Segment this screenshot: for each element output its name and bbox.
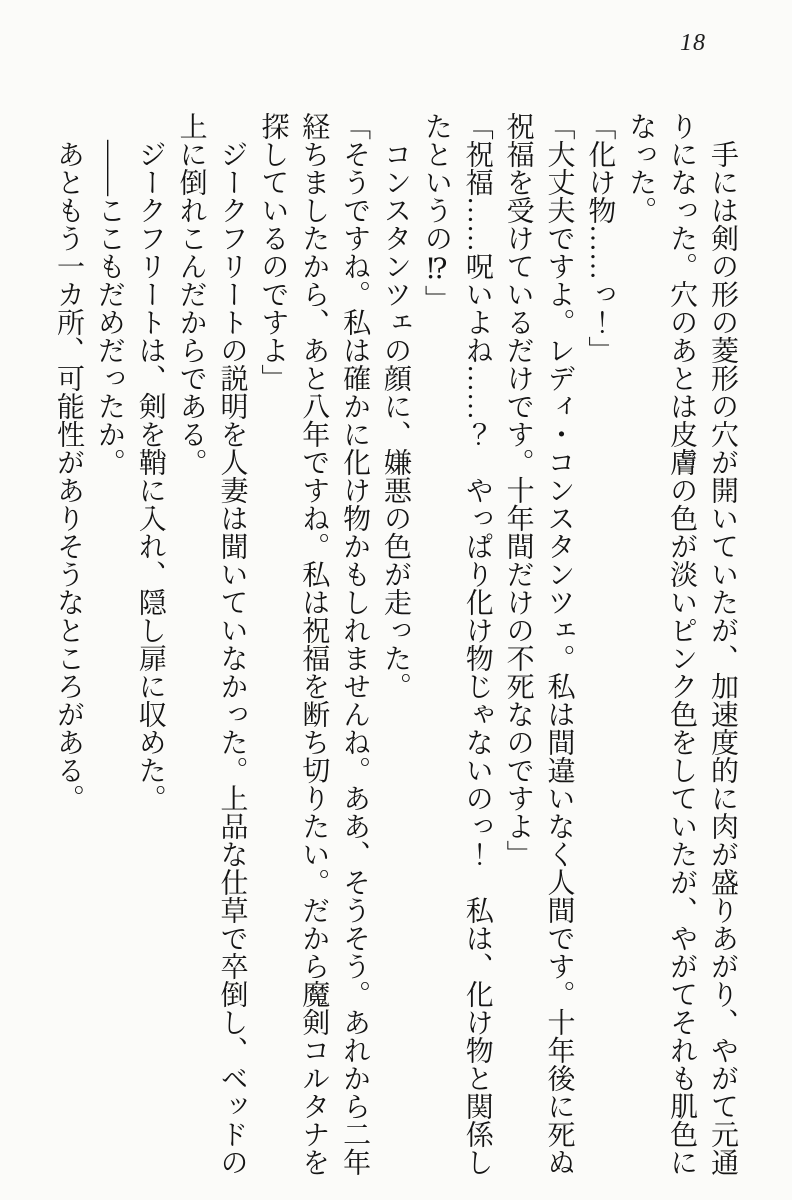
paragraph: 「化け物……っ！」 [584, 112, 616, 364]
text-body [47, 112, 742, 1176]
paragraph: ジークフリートの説明を人妻は聞いていなかった。上品な仕草で卒倒し、ベッドの上に倒れこんだからである。 [175, 112, 248, 1176]
paragraph: 手には剣の形の菱形の穴が開いていたが、加速度的に肉が盛りあがり、やがて元通りになった。穴のあとは皮膚の色が淡いピンク色をしていたが、やがてそれも肌色になった。 [625, 112, 738, 1176]
paragraph: 「祝福……呪いよね……？ やっぱり化け物じゃないのっ！ 私は、化け物と関係したというの⁉」 [420, 112, 493, 1176]
paragraph: ――ここもだめだったか。 [93, 140, 125, 476]
paragraph: 「そうですね。私は確かに化け物かもしれませんね。ああ、そうそう。あれから二年経ちましたから、あと八年ですね。私は祝福を断ち切りたい。だから魔剣コルタナを探しているのですよ」 [257, 112, 371, 1176]
paragraph: コンスタンツェの顔に、嫌悪の色が走った。 [380, 140, 411, 700]
paragraph: あともう一カ所、可能性がありそうなところがある。 [53, 140, 84, 812]
page-number: 18 [680, 30, 706, 56]
paragraph: ジークフリートは、剣を鞘に入れ、隠し扉に収めた。 [134, 140, 166, 812]
paragraph: 「大丈夫ですよ。レディ・コンスタンツェ。私は間違いなく人間です。十年後に死ぬ祝福を受けているだけです。十年間だけの不死なのですよ」 [502, 112, 575, 1176]
